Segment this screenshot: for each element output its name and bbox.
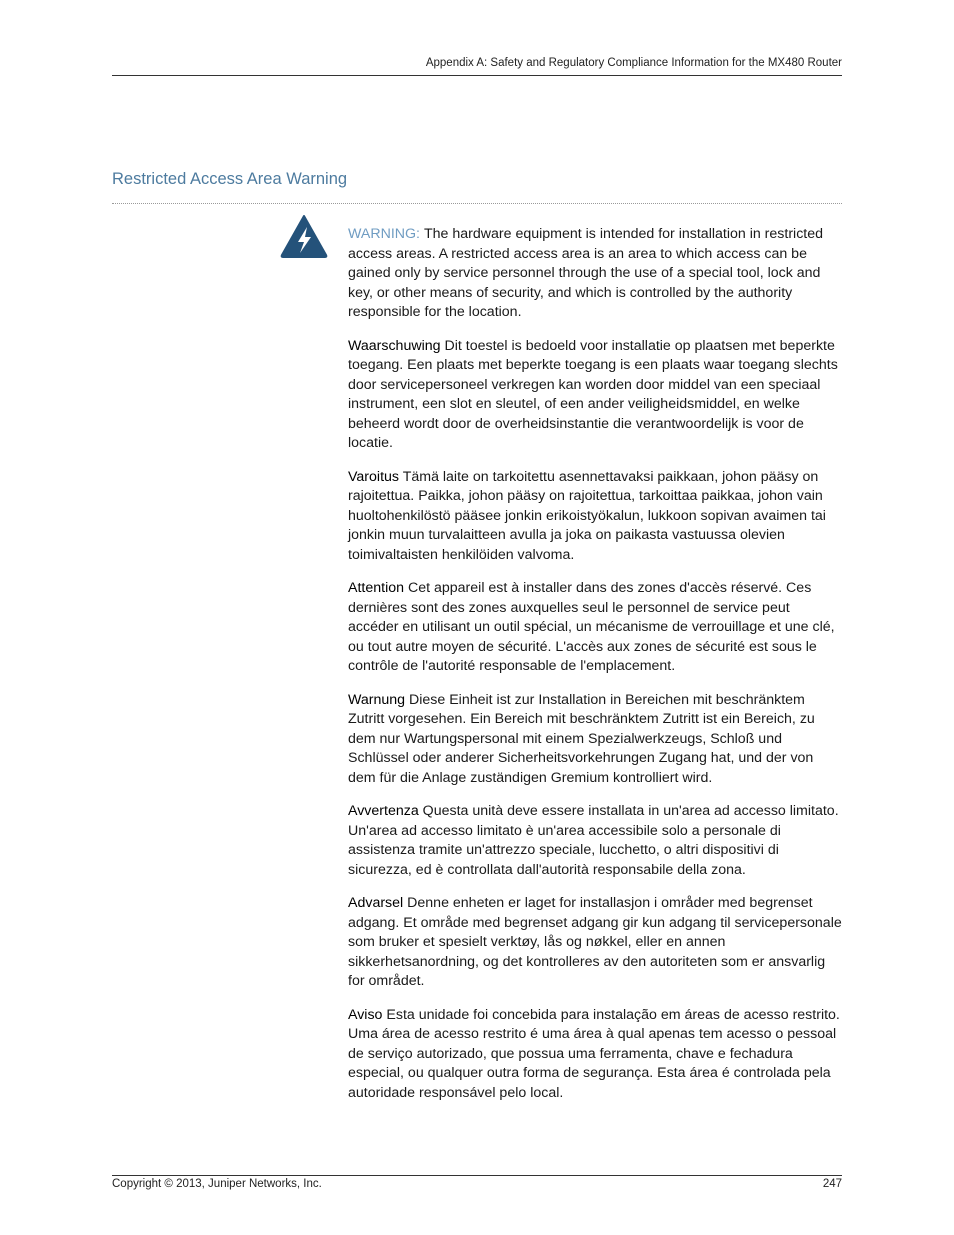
warning-text: Esta unidade foi concebida para instalação em áreas de acesso restrito. Uma área de acesso restrito é uma área à qual apenas tem acesso o pessoal de serviço autorizado, que possua uma ferramenta, chave e fechadura especial, ou qualquer outra forma de segurança. Esta área é controlada pela autoridade responsável pelo local. [348, 1006, 840, 1101]
warning-text: Questa unità deve essere installata in un'area ad accesso limitato. Un'area ad accesso limitato è un'area accessibile solo a personale di assistenza tramite un'attrezzo speciale, lucchetto, o altri dispositivi di sicurezza, ed è controllata dall'autorità responsabile della zona. [348, 803, 839, 878]
section-dotted-rule [112, 203, 842, 204]
section-title: Restricted Access Area Warning [112, 170, 348, 188]
high-voltage-warning-icon [279, 213, 329, 260]
warning-text: Cet appareil est à installer dans des zones d'accès réservé. Ces dernières sont des zones auxquelles seul le personnel de service peut accéder en utilisant un outil spécial, un mécanisme de verrouillage et une clé, ou tout autre moyen de sécurité. L'accès aux zones de sécurité est sous le contrôle de l'autorité responsable de l'emplacement. [348, 580, 835, 674]
warning-text: Diese Einheit ist zur Installation in Bereichen mit beschränktem Zutritt vorgesehen. Ein Bereich mit beschränktem Zutritt ist ein Bereich, zu dem nur Wartungspersonal mit einem Spezialwerkzeugs, Schloß und Schlüssel oder anderer Sicherheitsvorkehrungen Zugang hat, und der von dem für die Anlage zuständigen Gremium kontrolliert wird. [348, 691, 815, 786]
warning-paragraph-pt [348, 1006, 844, 1104]
warning-paragraph-it [348, 802, 844, 880]
warning-text: Dit toestel is bedoeld voor installatie op plaatsen met beperkte toegang. Een plaats met beperkte toegang is een plaats waar toegang slechts door servicepersoneel verkregen kan worden door middel van een speciaal instrument, een slot en sleutel, of een ander veiligheidsmiddel, en welke beheerd wordt door de overheidsinstantie die verantwoordelijk is voor de locatie. [348, 337, 838, 451]
warning-lead: Warnung [348, 691, 406, 708]
warning-translations [348, 225, 844, 1117]
warning-lead: Varoitus [348, 468, 399, 485]
running-header: Appendix A: Safety and Regulatory Compliance Information for the MX480 Router [425, 57, 842, 69]
warning-paragraph-de [348, 691, 844, 789]
warning-lead: Aviso [348, 1006, 383, 1023]
warning-lead: Attention [348, 580, 405, 596]
warning-label: WARNING: [348, 226, 420, 242]
footer-rule [112, 1175, 842, 1176]
copyright-notice: Copyright © 2013, Juniper Networks, Inc. [112, 1178, 322, 1190]
warning-lead: Waarschuwing [348, 337, 441, 354]
warning-paragraph-nl [348, 337, 844, 454]
warning-text: The hardware equipment is intended for installation in restricted access areas. A restricted access area is an area to which access can be gained only by service personnel through the use of a special tool, lock and key, or other means of security, and which is controlled by the authority responsible for the location. [348, 226, 824, 320]
header-rule [112, 75, 842, 76]
warning-lead: Avvertenza [348, 803, 419, 819]
warning-text: Denne enheten er laget for installasjon i områder med begrenset adgang. Et område med begrenset adgang gir kun adgang til servicepersonale som bruker et spesielt verktøy, lås og nøkkel, eller en annen sikkerhetsanordning, og det kontrolleres av den autoriteten som er ansvarlig for området. [348, 895, 842, 989]
warning-paragraph-no [348, 894, 844, 992]
page-number: 247 [822, 1178, 842, 1190]
warning-paragraph-fi [348, 468, 844, 566]
warning-text: Tämä laite on tarkoitettu asennettavaksi paikkaan, johon pääsy on rajoitettua. Paikka, johon pääsy on rajoitettua, tarkoittaa paikkaa, johon vain huoltohenkilöstö pääsee jonkin erikoistyökalun, lukkoon sopivan avaimen tai jonkin muun turvalaitteen avulla ja joka on paikasta vastuussa olevien toimivaltaisten henkilöiden valvoma. [348, 468, 826, 563]
warning-paragraph-en [348, 225, 844, 323]
warning-paragraph-fr [348, 579, 844, 677]
warning-lead: Advarsel [348, 895, 404, 911]
